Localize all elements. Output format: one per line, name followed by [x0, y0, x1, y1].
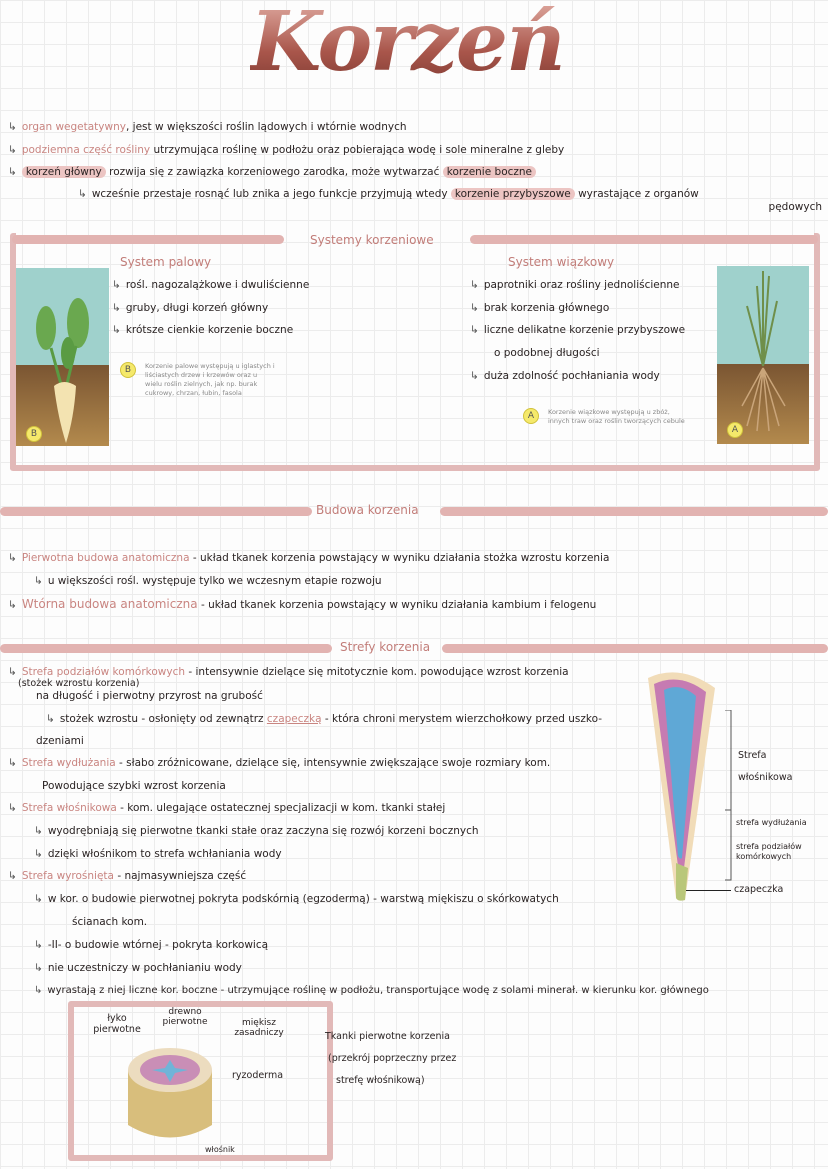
subsection-title: System palowy: [120, 255, 212, 269]
list-item: ↳ paprotniki oraz rośliny jednoliścienne: [470, 279, 680, 291]
list-item: ↳ brak korzenia głównego: [470, 302, 610, 314]
section-title: Budowa korzenia: [316, 503, 419, 517]
badge-a: A: [727, 422, 743, 438]
label-ryzoderma: ryzoderma: [232, 1070, 284, 1081]
item-text: rośl. nagozalążkowe i dwuliścienne: [125, 279, 310, 291]
list-item: ↳ duża zdolność pochłaniania wody: [470, 370, 660, 382]
cross-section-image: [110, 1040, 230, 1150]
leader-line: [686, 890, 731, 891]
list-item: ↳ dzięki włośnikom to strefa wchłaniania wody: [34, 848, 282, 860]
highlight: korzeń główny: [22, 166, 106, 178]
text: - najmasywniejsza część: [117, 870, 247, 882]
term: Strefa wydłużania: [21, 757, 116, 769]
label-strefa-wlosnikowa: [738, 745, 808, 789]
text: na długość i pierwotny przyrost na grubość: [36, 690, 263, 702]
arrow-icon: ↳: [8, 121, 17, 133]
item-text: liczne delikatne korzenie przybyszowe: [483, 324, 686, 336]
budowa-line-1: ↳ Pierwotna budowa anatomiczna - układ tkanek korzenia powstający w wyniku działania stożka wzrostu korzenia: [8, 552, 610, 564]
term: Strefa wyrośnięta: [21, 870, 114, 882]
strefa-4: ↳ Strefa wyrośnięta - najmasywniejsza część: [8, 870, 247, 882]
divider: [0, 644, 332, 653]
text: , jest w większości roślin lądowych i wtórnie wodnych: [125, 121, 407, 133]
text: stożek wzrostu - osłonięty od zewnątrz: [59, 713, 264, 725]
label-strefa-podzialow: strefa podziałów komórkowych: [736, 842, 802, 861]
arrow-icon: ↳: [8, 144, 17, 156]
term: Strefa podziałów komórkowych: [21, 666, 186, 678]
caption: strefę włośnikową): [336, 1075, 425, 1086]
item-text: krótsze cienkie korzenie boczne: [125, 324, 294, 336]
strefa-1-sub: ↳ stożek wzrostu - osłonięty od zewnątrz czapeczką - która chroni merystem wierzchołkowy przed uszko-: [46, 713, 603, 725]
text: w kor. o budowie pierwotnej pokryta podskórnią (egzodermą) - warstwą miękiszu o skórkowatych: [47, 893, 559, 905]
list-item: ↳ rośl. nagozalążkowe i dwuliścienne: [112, 279, 310, 291]
text: dzeniami: [36, 735, 84, 747]
label-wlosnik: włośnik: [205, 1145, 235, 1154]
divider: [0, 507, 312, 516]
text: nie uczestniczy w pochłanianiu wody: [47, 962, 242, 974]
label: Strefa włośnikowa: [738, 750, 793, 783]
term: Pierwotna budowa anatomiczna: [21, 552, 190, 564]
highlight: korzenie przybyszowe: [451, 188, 575, 200]
text: wyrastające z organów: [578, 188, 699, 200]
page-title: Korzeń: [250, 0, 564, 90]
caption: Korzenie wiązkowe występują u zbóż, innych traw oraz roślin tworzących cebule: [548, 408, 685, 425]
badge-b: B: [26, 426, 42, 442]
text: -II- o budowie wtórnej - pokryta korkowicą: [47, 939, 269, 951]
list-item: ↳ -II- o budowie wtórnej - pokryta korkowicą: [34, 939, 269, 951]
intro-line-3: [8, 166, 536, 178]
item-text: o podobnej długości: [494, 347, 600, 359]
fibrous-root-image: [717, 266, 809, 444]
section-title: Systemy korzeniowe: [310, 233, 434, 247]
text: Powodujące szybki wzrost korzenia: [42, 780, 226, 792]
text: - kom. ulegające ostatecznej specjalizacji w kom. tkanki stałej: [120, 802, 446, 814]
text: rozwija się z zawiązka korzeniowego zarodka, może wytwarzać: [109, 166, 440, 178]
term: Strefa włośnikowa: [21, 802, 117, 814]
divider: [442, 644, 828, 653]
highlight: korzenie boczne: [443, 166, 536, 178]
list-item: ↳ krótsze cienkie korzenie boczne: [112, 324, 294, 336]
intro-line-2: [8, 144, 564, 156]
caption: Tkanki pierwotne korzenia: [325, 1031, 450, 1042]
label-lyko: łyko pierwotne: [93, 1013, 141, 1035]
term: Wtórna budowa anatomiczna: [21, 597, 198, 611]
note: (stożek wzrostu korzenia): [18, 678, 140, 689]
taproot-image: [16, 268, 109, 446]
caption: Korzenie palowe występują u iglastych i liściastych drzew i krzewów oraz u wielu roślin zielnych, jak np. burak cukrowy, chrzan, łubin, fasola: [145, 362, 275, 397]
label-czapeczka: czapeczka: [734, 884, 784, 895]
badge-a: A: [523, 408, 539, 424]
text: - słabo zróżnicowane, dzielące się, intensywnie zwiększające swoje rozmiary kom.: [119, 757, 551, 769]
text: wyodrębniają się pierwotne tkanki stałe oraz zaczyna się rozwój korzeni bocznych: [47, 825, 479, 837]
item-text: gruby, długi korzeń główny: [125, 302, 269, 314]
intro-line-4: [78, 188, 699, 200]
text: dzięki włośnikom to strefa wchłaniania wody: [47, 848, 282, 860]
item-text: brak korzenia głównego: [483, 302, 610, 314]
divider: [440, 507, 828, 516]
text: pędowych: [768, 201, 822, 213]
term: organ wegetatywny: [21, 121, 126, 133]
text: - która chroni merystem wierzchołkowy przed uszko-: [324, 713, 603, 725]
arrow-icon: ↳: [8, 166, 17, 178]
term: czapeczką: [266, 713, 322, 725]
item-text: paprotniki oraz rośliny jednoliścienne: [483, 279, 680, 291]
list-item: ↳ gruby, długi korzeń główny: [112, 302, 269, 314]
budowa-sub: ↳ u większości rośl. występuje tylko we wczesnym etapie rozwoju: [34, 575, 382, 587]
list-item: ↳ liczne delikatne korzenie przybyszowe: [470, 324, 686, 336]
strefa-3: ↳ Strefa włośnikowa - kom. ulegające ostatecznej specjalizacji w kom. tkanki stałej: [8, 802, 446, 814]
strefa-2: ↳ Strefa wydłużania - słabo zróżnicowane, dzielące się, intensywnie zwiększające swoje rozmiary kom.: [8, 757, 551, 769]
subsection-title: System wiązkowy: [508, 255, 615, 269]
text: - układ tkanek korzenia powstający w wyniku działania kambium i felogenu: [200, 599, 597, 611]
list-item: ↳ w kor. o budowie pierwotnej pokryta podskórnią (egzodermą) - warstwą miękiszu o skórkowatych: [34, 893, 559, 905]
divider: [470, 235, 818, 244]
badge-b: B: [120, 362, 136, 378]
intro-line-1: [8, 121, 407, 133]
root-tip-diagram: [640, 668, 730, 903]
section-title: Strefy korzenia: [340, 640, 431, 654]
text: u większości rośl. występuje tylko we wczesnym etapie rozwoju: [47, 575, 382, 587]
label-drewno: drewno pierwotne: [162, 1007, 208, 1027]
zone-brackets: [725, 710, 735, 890]
term: podziemna część rośliny: [21, 144, 151, 156]
list-item: ↳ wyodrębniają się pierwotne tkanki stałe oraz zaczyna się rozwój korzeni bocznych: [34, 825, 479, 837]
text: utrzymująca roślinę w podłożu oraz pobierająca wodę i sole mineralne z gleby: [153, 144, 565, 156]
list-item: ↳ nie uczestniczy w pochłanianiu wody: [34, 962, 242, 974]
label-miekisz: miękisz zasadniczy: [234, 1018, 284, 1038]
item-text: duża zdolność pochłaniania wody: [483, 370, 660, 382]
list-item: ↳ wyrastają z niej liczne kor. boczne - utrzymujące roślinę w podłożu, transportujące wodę z solami minerał. w kierunku kor. głównego: [34, 985, 709, 996]
text: wyrastają z niej liczne kor. boczne - utrzymujące roślinę w podłożu, transportujące wodę z solami minerał. w kierunku kor. głównego: [47, 985, 709, 996]
divider: [12, 235, 284, 244]
caption: (przekrój poprzeczny przez: [328, 1053, 457, 1064]
strefa-1: ↳ Strefa podziałów komórkowych - intensywnie dzielące się mitotycznie kom. powodujące wzrost korzenia: [8, 666, 569, 678]
text: - układ tkanek korzenia powstający w wyniku działania stożka wzrostu korzenia: [192, 552, 610, 564]
text: ścianach kom.: [72, 916, 148, 928]
budowa-line-2: ↳ Wtórna budowa anatomiczna - układ tkanek korzenia powstający w wyniku działania kambium i felogenu: [8, 597, 597, 611]
text: wcześnie przestaje rosnąć lub znika a jego funkcje przyjmują wtedy: [91, 188, 448, 200]
label-strefa-wydluzania: strefa wydłużania: [736, 818, 807, 827]
arrow-icon: ↳: [78, 188, 87, 200]
text: - intensywnie dzielące się mitotycznie kom. powodujące wzrost korzenia: [188, 666, 569, 678]
